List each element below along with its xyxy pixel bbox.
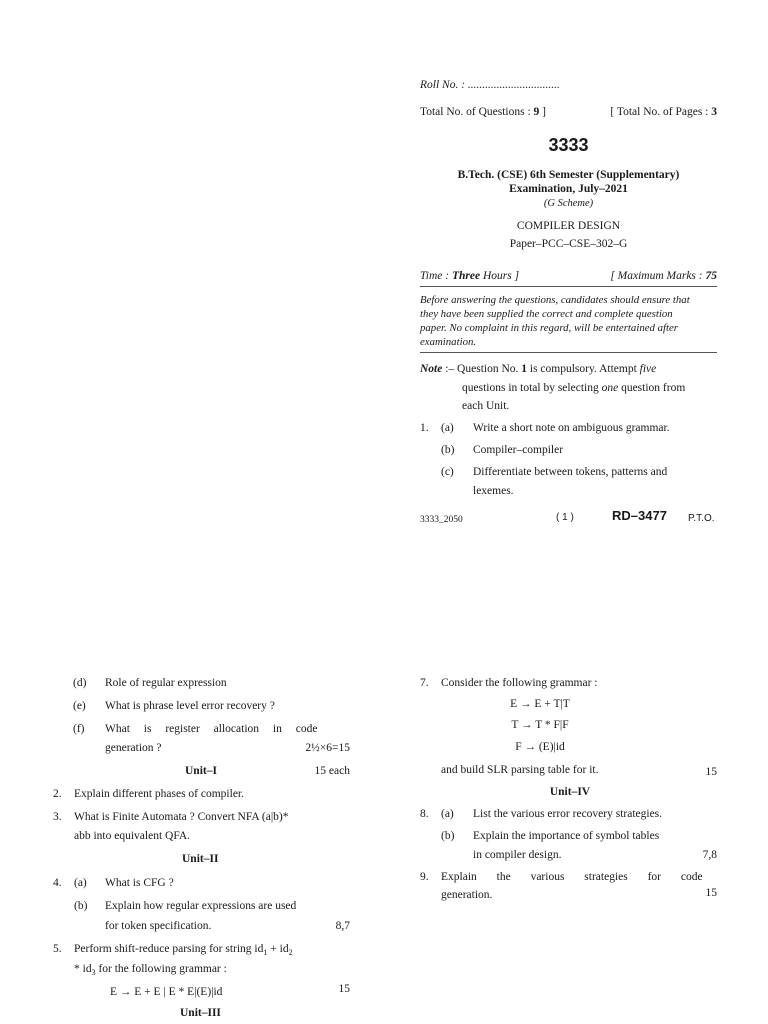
q1d-text: Role of regular expression (105, 677, 227, 689)
q9-marks: 15 (705, 887, 717, 899)
maximum-marks: [ Maximum Marks : 75 (610, 270, 717, 282)
note-line-1: Note :– Question No. 1 is compulsory. Attempt five (420, 363, 657, 375)
q1f-text-line2: generation ? (105, 742, 162, 754)
total-questions: Total No. of Questions : 9 ] (420, 106, 547, 118)
q3-text-line1: What is Finite Automata ? Convert NFA (a|b)* (74, 811, 289, 823)
note-line-3: each Unit. (462, 400, 510, 412)
q8-number: 8. (420, 808, 429, 820)
note-line-2: questions in total by selecting one question from (462, 382, 686, 394)
q1-number: 1. (420, 422, 429, 434)
q9-number: 9. (420, 871, 429, 883)
q7-number: 7. (420, 677, 429, 689)
q1c-label: (c) (441, 466, 454, 478)
subject-title: COMPILER DESIGN (516, 220, 621, 232)
q5-marks: 15 (338, 983, 350, 995)
footer-page-number: ( 1 ) (556, 512, 574, 523)
q9-text-line2: generation. (441, 889, 493, 901)
unit-2-heading: Unit–II (182, 853, 219, 865)
q1-marks: 2½×6=15 (305, 742, 350, 754)
q1e-text: What is phrase level error recovery ? (105, 700, 275, 712)
q7-grammar-line1: E → E + T|T (510, 698, 570, 710)
divider-top (420, 286, 717, 287)
q8-marks: 7,8 (702, 849, 717, 861)
total-pages: [ Total No. of Pages : 3 (610, 106, 717, 118)
q5-grammar: E → E + E | E * E|(E)|id (110, 986, 223, 998)
q9-text-line1: Explain the various strategies for code (441, 871, 703, 883)
scheme: (G Scheme) (543, 198, 594, 209)
instruction-line-3: paper. No complaint in this regard, will be entertained after (420, 322, 679, 334)
q4b-text-line2: for token specification. (105, 920, 212, 932)
q3-text-line2: abb into equivalent QFA. (74, 830, 191, 842)
q4-number: 4. (53, 877, 62, 889)
q7-marks: 15 (705, 766, 717, 778)
q5-number: 5. (53, 943, 62, 955)
unit-3-heading: Unit–III (180, 1007, 221, 1019)
q7-text-line2: and build SLR parsing table for it. (441, 764, 599, 776)
unit-1-marks: 15 each (314, 765, 350, 777)
instruction-line-2: they have been supplied the correct and complete question (420, 308, 673, 320)
q8b-text-line2: in compiler design. (473, 849, 562, 861)
q2-number: 2. (53, 788, 62, 800)
exam-title-line1: B.Tech. (CSE) 6th Semester (Supplementary) (457, 169, 680, 181)
q7-grammar-line2: T → T * F|F (511, 719, 569, 731)
instruction-line-1: Before answering the questions, candidates should ensure that (420, 294, 690, 306)
q8b-label: (b) (441, 830, 455, 842)
q7-text: Consider the following grammar : (441, 677, 598, 689)
q1f-text-line1: What is register allocation in code (105, 723, 318, 735)
q1c-text-line2: lexemes. (473, 485, 514, 497)
q7-grammar-line3: F → (E)|id (515, 741, 565, 753)
q1b-text: Compiler–compiler (473, 444, 564, 456)
instruction-line-4: examination. (420, 336, 477, 348)
divider-bottom (420, 352, 717, 353)
paper-code: 3333 (548, 135, 589, 155)
q1e-label: (e) (73, 700, 86, 712)
paper-number: Paper–PCC–CSE–302–G (509, 238, 628, 250)
footer-pto: P.T.O. (688, 513, 715, 524)
q8a-text: List the various error recovery strategies. (473, 808, 663, 820)
q4b-text-line1: Explain how regular expressions are used (105, 900, 297, 912)
q3-number: 3. (53, 811, 62, 823)
q1a-text: Write a short note on ambiguous grammar. (473, 422, 670, 434)
q8b-text-line1: Explain the importance of symbol tables (473, 830, 660, 842)
q1b-label: (b) (441, 444, 455, 456)
unit-4-heading: Unit–IV (549, 786, 591, 798)
unit-1-heading: Unit–I (185, 765, 217, 777)
footer-code: 3333_2050 (420, 515, 463, 525)
q4b-label: (b) (74, 900, 88, 912)
q5-text-line2: * $id_3$ for the following grammar : (74, 963, 227, 977)
exam-title-line2: Examination, July–2021 (509, 183, 628, 195)
roll-no-field: Roll No. : ................................ (420, 79, 560, 91)
q5-text-line1: Perform shift-reduce parsing for string $id_1 + id_2$ (74, 943, 293, 957)
q1a-label: (a) (441, 422, 454, 434)
q2-text: Explain different phases of compiler. (74, 788, 245, 800)
q1f-label: (f) (73, 723, 85, 735)
q4a-label: (a) (74, 877, 87, 889)
q4a-text: What is CFG ? (105, 877, 174, 889)
q8a-label: (a) (441, 808, 454, 820)
time-allowed: Time : Three Hours ] (420, 270, 520, 282)
footer-rd-code: RD–3477 (612, 508, 667, 523)
q4-marks: 8,7 (335, 920, 350, 932)
q1c-text-line1: Differentiate between tokens, patterns and (473, 466, 668, 478)
q1d-label: (d) (73, 677, 87, 689)
